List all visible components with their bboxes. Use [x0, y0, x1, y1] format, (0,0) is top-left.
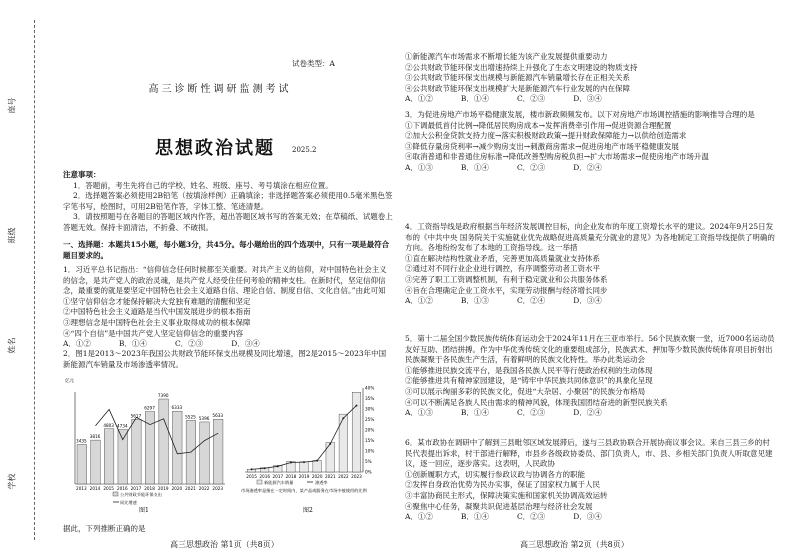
school-label: 学校	[7, 473, 17, 490]
fig1-data-label: 3816	[89, 434, 101, 440]
option-item: ②加大公积金贷款支持力度→落实积极财政政策→提升财政保障能力→以供给创造需求	[405, 131, 687, 141]
fig1-data-label: 5633	[212, 413, 224, 419]
fig1-data-label: 3435	[76, 438, 87, 444]
answer-c: C．②③	[516, 162, 546, 172]
notice-heading: 注意事项：	[63, 170, 101, 179]
answer-d: D．②④	[573, 162, 602, 172]
fig2-legend-entry: 新能源汽车销量	[264, 480, 294, 485]
fig2-y2-tick-label: 0%	[365, 469, 372, 475]
question-4	[405, 222, 777, 307]
answer-b: B．①④	[460, 408, 489, 418]
option-item: ③降低存量房贷利率→减少购房支出→刺激商房需求→促进房地产市场平稳健康发展	[405, 141, 679, 151]
fig2-tick-label: 2015	[246, 474, 257, 479]
answer-c: C．②③	[516, 94, 546, 104]
fig1-bar	[77, 444, 87, 484]
seat-label: 座号	[7, 97, 17, 114]
fig1-data-label: 4734	[116, 423, 128, 429]
fig1-title: 图1	[139, 507, 149, 514]
question-3	[405, 110, 777, 174]
fig1-bar	[132, 419, 142, 484]
option-item: ④取消普通和非普通住房标准→降低改善型购房税负担→扩大市场需求→促使房地产市场升温	[405, 152, 709, 162]
fig2-point	[342, 417, 344, 419]
question-5	[405, 334, 777, 419]
fig1-tick-label: 2023	[212, 486, 224, 491]
exam-date: 2025.2	[292, 146, 317, 154]
fig2-y2-tick-label: 30%	[365, 406, 375, 412]
option-item: ②中国特色社会主义道路是当代中国发展进步的根本指南	[63, 307, 251, 317]
section-heading: 一、选择题：本题共15小题，每小题3分，共45分。每小题给出的四个选项中，只有一项是最符合题目要求的。	[63, 240, 390, 260]
fig2-point	[264, 467, 266, 469]
fig1-tick-label: 2022	[198, 486, 210, 491]
fig1-bar	[104, 429, 114, 484]
answer-choices	[405, 94, 777, 105]
answer-choices	[405, 408, 777, 419]
answer-b: B．①④	[460, 162, 489, 172]
exam-type: 试卷类型：A	[292, 59, 335, 68]
answer-a: A．①②	[405, 512, 433, 522]
fig2-y2-tick-label: 35%	[365, 396, 375, 401]
fig1-tick-label: 2021	[185, 486, 196, 491]
fig1-tick-label: 2017	[130, 486, 142, 491]
question-stem: 6．某市政协在调研中了解到三县毗邻区域发展滞后，遂与三县政协联合开展协商议事会议。来自三县三乡的村民代表提出诉求，村干部进行解释，市县乡各级政协委员、部门负责人，市、县、乡相关部门负责人听取意见建议，逐一回应，逐步落实。这表明，人民政协	[405, 438, 773, 469]
notice-item: 2．选择题答案必须使用2B铅笔（按填涂样例）正确填涂；非选择题答案必须使用0.5毫米黑色签字笔书写，绘图时，可用2B铅笔作答，字体工整、笔迹清楚。	[63, 191, 393, 211]
fig2-tick-label: 2020	[311, 474, 323, 479]
fig2-point	[355, 405, 357, 407]
option-item: ①新能源汽车市场需求不断增长能为该产业发展提供重要动力	[405, 52, 608, 61]
fig1-bar	[200, 422, 210, 484]
fig2-bar	[339, 414, 348, 472]
fig2-y2-tick-label: 15%	[365, 438, 375, 443]
question-stem: 3．为促进房地产市场平稳健康发展，楼市新政频频发布。以下对房地产市场调控措施的影响推导合理的是	[405, 110, 755, 119]
subject-title: 思想政治试题	[155, 138, 275, 159]
fig2-bar	[300, 462, 309, 472]
fig1-tick-label: 2014	[89, 486, 101, 491]
answer-c: C．②④	[516, 296, 546, 306]
answer-d: D．③④	[231, 339, 260, 349]
footer-right: 高三思想政治 第2页（共8页）	[520, 540, 629, 549]
class-label: 班级	[7, 227, 17, 244]
fig1-bar	[213, 419, 223, 484]
option-item: ②发挥自身政治优势为民办实事，保证了国家权力属于人民	[405, 480, 600, 490]
fig1-data-label: 5396	[198, 415, 210, 421]
answer-d: D．③④	[573, 512, 602, 522]
option-item: ④聚焦中心任务，凝聚共识促进基层治理与经济社会发展	[405, 501, 593, 511]
fig1-legend-entry: 公共财政节能环保支出	[120, 492, 162, 497]
fig2-tick-label: 2019	[298, 474, 310, 479]
notice-item: 3．请按照题号在各题目的答题区域内作答，超出答题区域书写的答案无效；在草稿纸、试题卷上答题无效。保持卡面清洁，不折叠、不破损。	[63, 212, 393, 232]
figure-2-chart	[237, 374, 395, 514]
fig2-title: 图2	[303, 507, 313, 514]
option-item: ③可以展示绚丽多彩的民族文化，促进“大杂居、小聚居”的民族分布格局	[405, 386, 646, 396]
fig1-tick-label: 2016	[116, 486, 128, 491]
fig1-data-label: 5525	[185, 414, 196, 420]
fig2-y2-tick-label: 10%	[365, 448, 375, 454]
fig2-point	[329, 443, 331, 445]
answer-d: D．③④	[573, 296, 602, 306]
fig2-legend-entry: 渗透率	[315, 480, 328, 485]
fig2-tick-label: 2022	[338, 474, 349, 479]
fig1-legend-swatch	[113, 492, 118, 496]
answer-d: D．③④	[573, 94, 602, 104]
fig1-data-label: 4803	[103, 422, 114, 428]
notice-block	[63, 170, 393, 234]
binding-dashed-line	[34, 20, 36, 540]
fig1-data-label: 6333	[171, 405, 183, 411]
fig1-bar	[173, 411, 183, 484]
option-item: ②公共财政节能环保支出增速持续上升强化了生态文明建设的物质支持	[405, 62, 638, 72]
fig2-bar	[352, 392, 361, 472]
answer-choices	[405, 296, 777, 307]
figure-1-chart	[63, 374, 233, 514]
option-item: ①直在解决结构性就业矛盾，完善更加高质量就业支持体系	[405, 253, 600, 263]
answer-d: D．②④	[573, 408, 602, 418]
fig1-legend-entry: 同比增速	[120, 500, 137, 505]
question-2-options	[405, 52, 777, 105]
fig2-y2-tick-label: 20%	[365, 427, 375, 433]
fig1-bar	[159, 399, 169, 484]
fig2-point	[277, 465, 279, 467]
fig2-note: 市场渗透率是指在一定时间内，某产品或服务在市场中被使用的比例	[241, 488, 367, 493]
fig2-y2-tick-label: 40%	[365, 385, 375, 391]
fig1-tick-label: 2013	[76, 486, 87, 491]
question-6	[405, 438, 777, 523]
fig1-data-label: 5617	[130, 413, 142, 419]
exam-title: 高三诊断性调研监测考试	[148, 84, 292, 95]
answer-b: B．①④	[460, 512, 489, 522]
option-item: ③公共财政节能环保支出规模与新能源汽车销量增长存在正相关关系	[405, 73, 630, 83]
answer-b: B．①④	[118, 339, 147, 349]
option-item: ①能够推进民族交流平台，是我国各民族人民平等行使政治权利的生动体现	[405, 365, 653, 375]
answer-a: A．①②	[405, 94, 433, 104]
option-item: ④可以不断满足各族人民由需求的精神风貌，体现我国团结奋进的新型民族关系	[405, 397, 668, 407]
fig1-ylabel: 亿元	[65, 379, 74, 384]
option-item: ①创新履职方式，切实履行参政议政与协调各方的职能	[405, 469, 585, 479]
answer-c: C．②③	[174, 339, 204, 349]
answer-b: B．①④	[460, 94, 489, 104]
answer-a: A．①③	[405, 408, 433, 418]
fig2-point	[316, 460, 318, 462]
question-stem: 4．工资指导线是政府根据当年经济发展调控目标，向企业发布的年度工资增长水平的建议。2024年9月25日发布的《中共中央 国务院关于实施就业优先战略促进高质量充分就业的意见》为各地制定工资指导线提供了明确的方向。各地纷纷发布了本地的工资指导线。这一举措	[405, 222, 775, 253]
name-label: 姓名	[7, 337, 17, 354]
answer-a: A．①②	[63, 339, 91, 349]
fig2-bar	[326, 442, 335, 472]
fig2-tick-label: 2018	[285, 474, 297, 479]
fig2-y2-tick-label: 25%	[365, 417, 375, 422]
fig2-bar	[313, 460, 322, 472]
answer-c: C．②③	[516, 512, 546, 522]
answer-choices	[405, 163, 777, 174]
fig1-tick-label: 2015	[103, 486, 114, 491]
footer-left: 高三思想政治 第1页（共8页）	[170, 540, 279, 549]
notice-item: 1．答题前，考生先将自己的学校、姓名、班级、座号、考号填涂在相应位置。	[73, 180, 333, 190]
option-item: ④“四个自信”是中国共产党人坚定信仰信念的重要内容	[63, 328, 244, 338]
fig1-tick-label: 2020	[171, 486, 183, 491]
question-stem: 5．第十二届全国少数民族传统体育运动会于2024年11月在三亚市举行。56个民族欢聚一堂，近7000名运动员友好互助、团结拼搏。作为中华优秀传统文化的重要组成部分，民族武术、押加等少数民族传统体育项目折射出民族凝聚于各民族生产生活，有着鲜明的民族文化特性。举办此类运动会	[405, 334, 775, 365]
option-item: ③理想信念是中国特色社会主义事业取得成功的根本保障	[63, 317, 251, 327]
option-item: ③丰富协商民主形式，保障决策实施和国家机关协调高效运转	[405, 490, 608, 500]
fig2-point	[251, 468, 253, 470]
answer-a: A．①②	[405, 296, 433, 306]
question-stem: 2．图1是2013～2023年我国公共财政节能环保支出规模及同比增速，图2是2015～2023年中国新能源汽车销量及市场渗透率情况。	[63, 349, 387, 369]
fig2-point	[290, 462, 292, 464]
fig2-legend-swatch	[257, 480, 262, 484]
option-item: ②能够推进共有精神家园建设，是“铸牢中华民族共同体意识”的具象化呈现	[405, 376, 653, 386]
fig2-tick-label: 2021	[324, 474, 336, 479]
answer-a: A．①③	[405, 162, 433, 172]
fig1-bar	[91, 440, 101, 484]
fig2-tick-label: 2017	[272, 474, 284, 479]
fig2-point	[303, 461, 305, 463]
answer-c: C．②③	[516, 408, 546, 418]
fig2-tick-label: 2023	[351, 474, 362, 479]
answer-choices	[405, 512, 777, 523]
question-stem: 1．习近平总书记指出：“信仰信念任何时候都至关重要。对共产主义的信仰，对中国特色社会主义的信念，是共产党人的政治灵魂，是共产党人经受住任何考验的精神支柱。在新时代，坚定信仰信念，最重要的就是要坚定中国特色社会主义道路自信、理论自信、制度自信、文化自信。”由此可知	[63, 265, 387, 296]
fig2-tick-label: 2016	[259, 474, 271, 479]
fig1-tick-label: 2018	[144, 486, 155, 491]
option-item: ②通过对不同行业企业进行调控，有序调整劳动者工资水平	[405, 264, 600, 274]
question-1	[63, 265, 393, 350]
answer-b: B．①③	[460, 296, 489, 306]
question-2	[63, 349, 393, 370]
binding-strip	[0, 0, 46, 558]
option-item: ③完善了职工工资调整机制，有利于稳定就业和公共服务体系	[405, 274, 608, 284]
fig1-tick-label: 2019	[157, 486, 169, 491]
fig2-y2-tick-label: 5%	[365, 459, 372, 464]
option-item: ①下调最低首付比例→降低居民购房成本→发挥消费牵引作用→促进资源合理配置	[405, 120, 672, 130]
option-item: ①坚守信仰信念才能保持解决大党独有难题的清醒和坚定	[63, 296, 251, 306]
fig1-data-label: 6297	[144, 405, 155, 411]
question-2-closing: 据此，下列推断正确的是	[63, 524, 146, 533]
fig1-data-label: 7390	[157, 393, 169, 399]
fig1-bar	[118, 430, 128, 484]
option-item: ④旨在合理确定企业工资水平，实现劳动报酬与经济增长同步	[405, 285, 608, 295]
option-item: ④公共财政节能环保支出规模扩大是新能源汽车行业发展的内在保障	[405, 83, 630, 93]
